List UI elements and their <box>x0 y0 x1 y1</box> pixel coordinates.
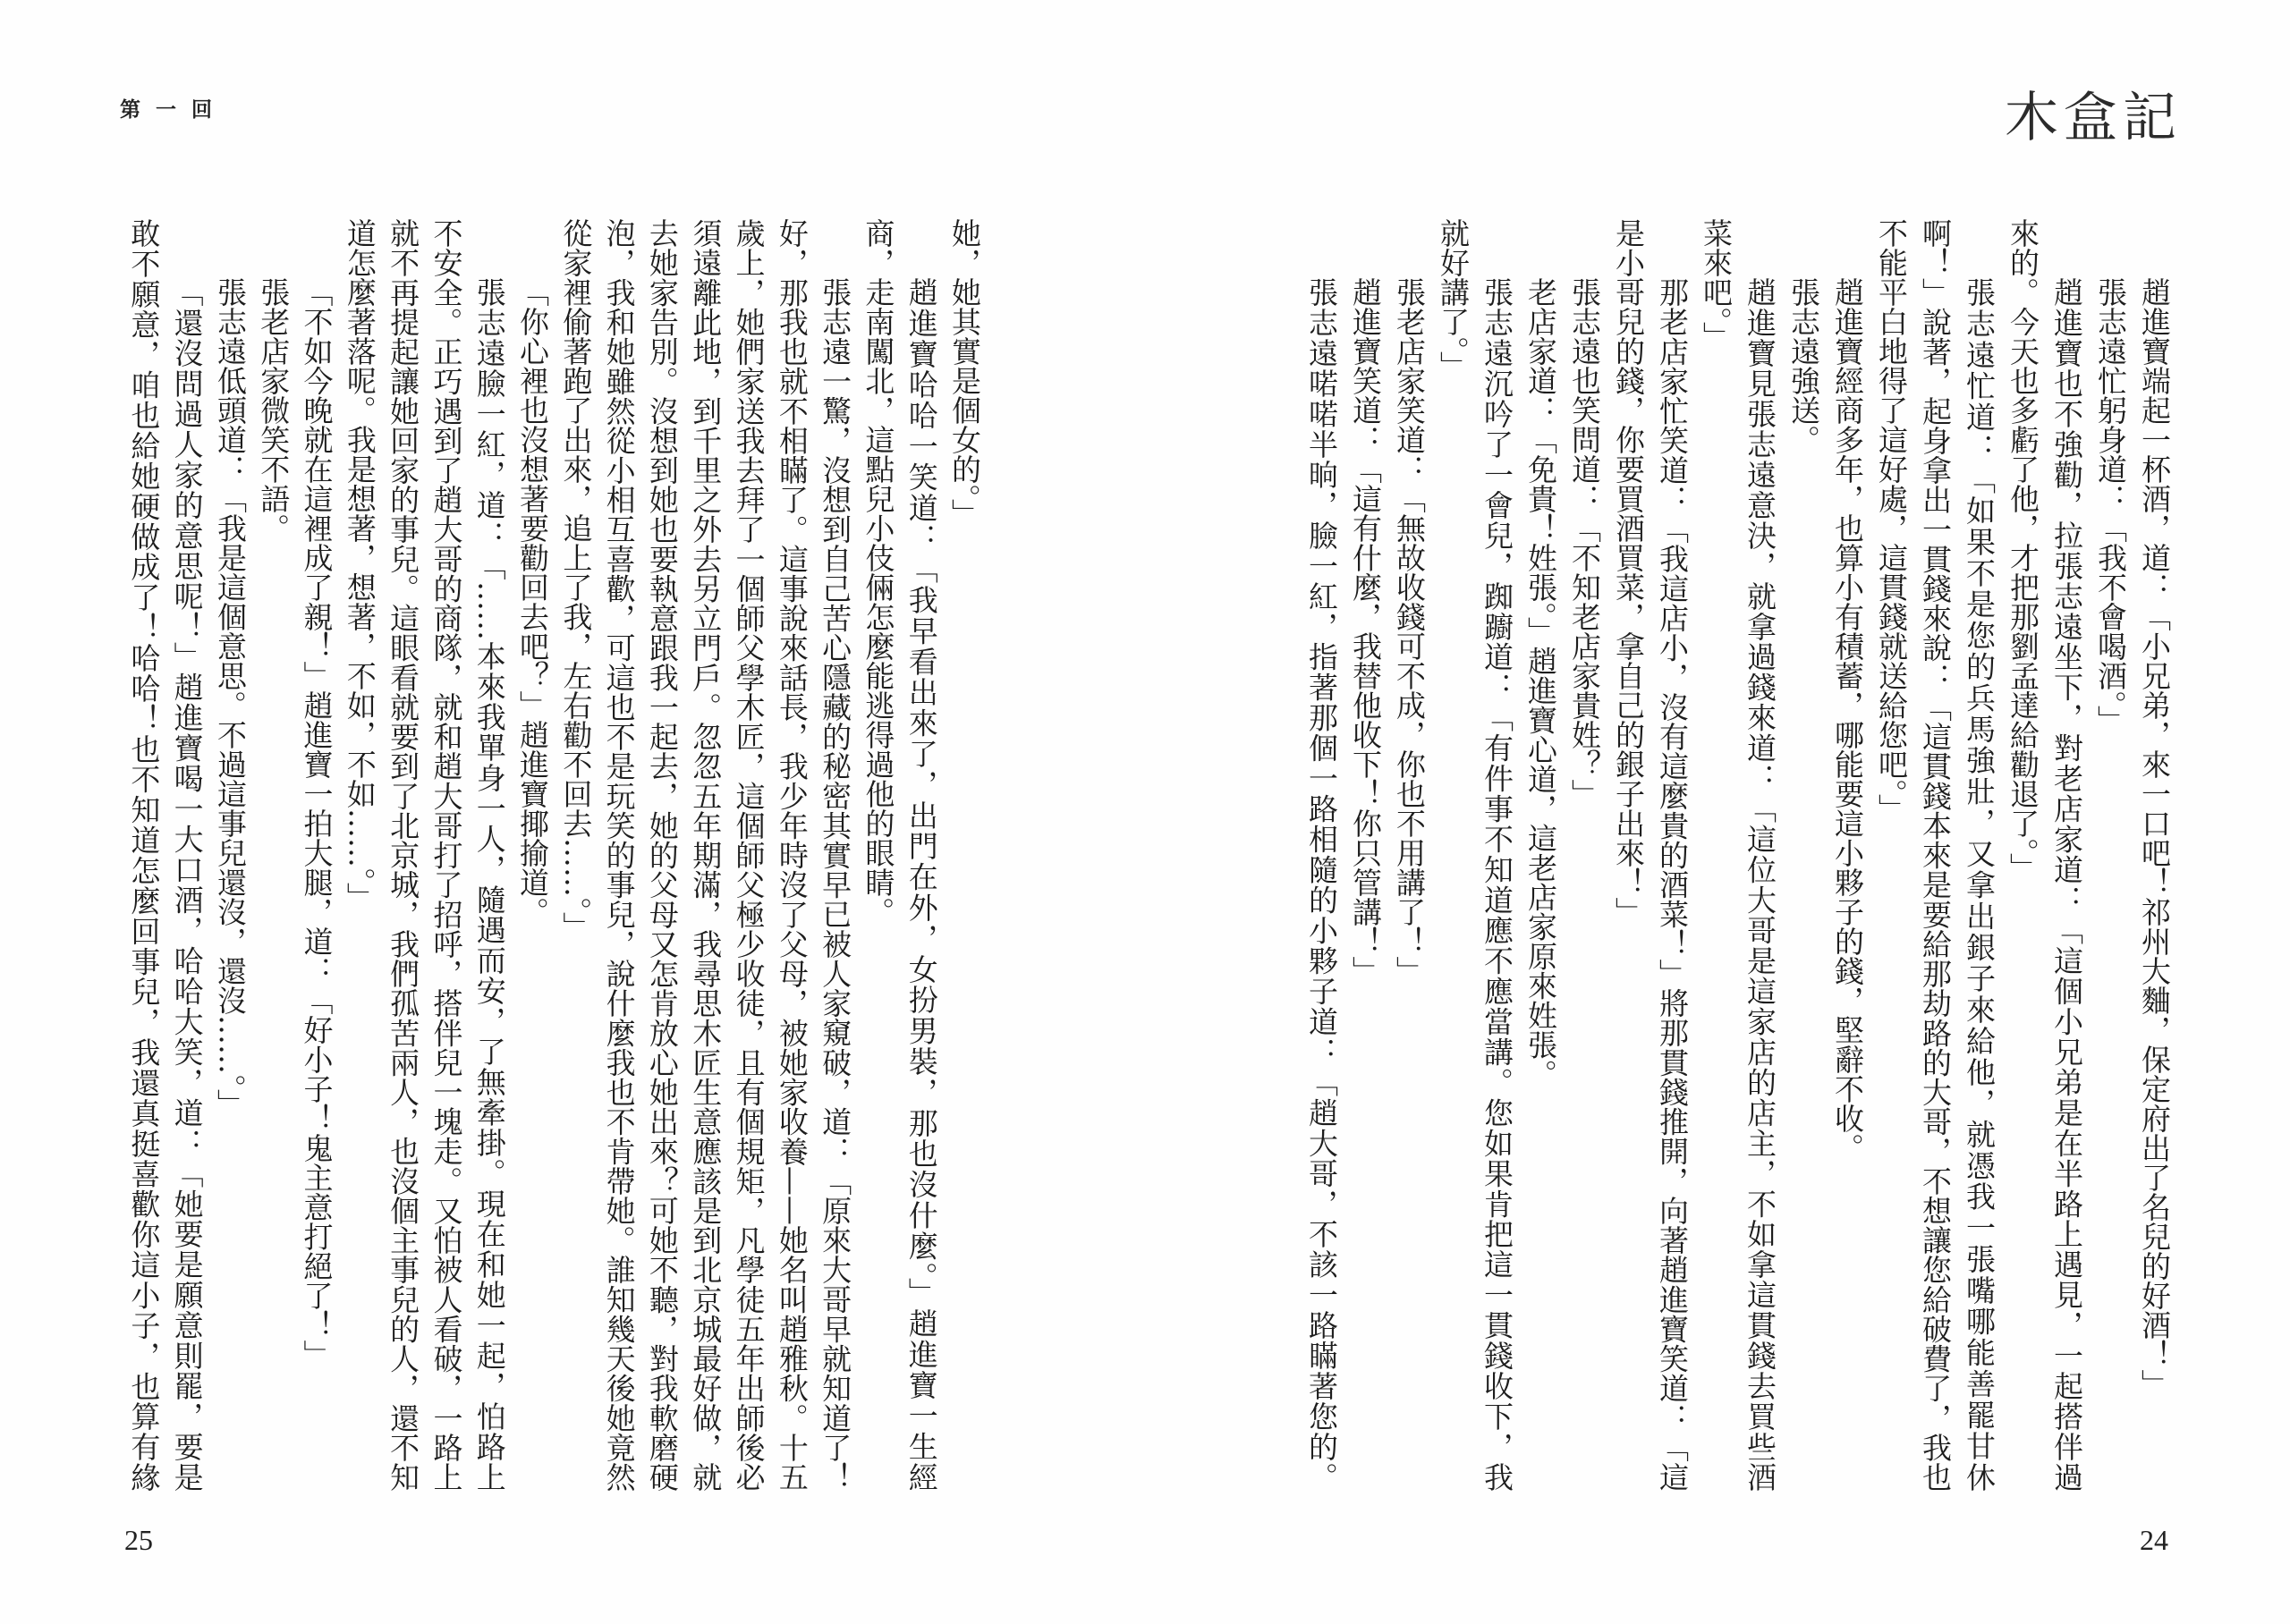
text-column: 趙進寶經商多年，也算小有積蓄，哪能要這小夥子的錢，堅辭不收。 <box>1830 277 1865 1163</box>
text-column: 啊！」說著，起身拿出一貫錢來說：「這貫錢本來是要給那劫路的大哥，不想讓您給破費了，我也 <box>1918 218 1953 1492</box>
text-column: 張志遠喏喏半晌，臉一紅，指著那個一路相隨的小夥子道：「趙大哥，不該一路瞞著您的。 <box>1304 277 1339 1492</box>
page-left-text <box>126 218 982 1492</box>
text-column: 「還沒問過人家的意思呢！」趙進寶喝一大口酒，哈哈大笑，道：「她要是願意則罷，要是 <box>169 277 205 1492</box>
text-column: 張志遠一驚，沒想到自己苦心隱藏的秘密其實早已被人家窺破，道：「原來大哥早就知道了！ <box>818 277 853 1492</box>
text-column: 那老店家忙笑道：「我這店小，沒有這麼貴的酒菜！」將那貫錢推開，向著趙進寶笑道：「這 <box>1655 277 1690 1492</box>
text-column: 張志遠也笑問道：「不知老店家貴姓？」 <box>1567 277 1602 808</box>
text-column: 商，走南闖北，這點兒小伎倆怎麼能逃得過他的眼睛。 <box>861 218 896 926</box>
page-number-right: 24 <box>2140 1524 2168 1556</box>
page-right-text <box>1304 218 2172 1492</box>
running-head-chapter: 第一回 <box>120 97 227 122</box>
text-column: 不安全。正巧遇到了趙大哥的商隊，就和趙大哥打了招呼，搭伴兒一塊走。又怕被人看破，一路上 <box>428 218 464 1492</box>
text-column: 老店家道：「免貴！姓張。」趙進寶心道，這老店家原來姓張。 <box>1523 277 1558 1089</box>
text-column: 趙進寶笑道：「這有什麼，我替他收下！你只管講！」 <box>1348 277 1383 985</box>
text-column: 她，她其實是個女的。」 <box>947 218 982 529</box>
running-head-book-title: 木盒記 <box>2005 87 2182 149</box>
text-column: 趙進寶見張志遠意決，就拿過錢來道：「這位大哥是這家店的店主，不如拿這貫錢去買些酒 <box>1743 277 1777 1492</box>
page-number-left: 25 <box>124 1524 153 1556</box>
text-column: 就不再提起讓她回家的事兒。這眼看就要到了北京城，我們孤苦兩人，也沒個主事兒的人，還不知 <box>386 218 421 1492</box>
text-column: 歲上，她們家送我去拜了一個師父學木匠，這個師父極少收徒，且有個規矩，凡學徒五年出師後必 <box>731 218 767 1492</box>
text-column: 好，那我也就不相瞞了。這事說來話長，我少年時沒了父母，被她家收養——她名叫趙雅秋。十五 <box>774 218 810 1492</box>
text-column: 道怎麼著落呢。我是想著，想著，不如，不如……。」 <box>342 218 377 912</box>
text-column: 張老店家笑道：「無故收錢可不成，你也不用講了！」 <box>1392 277 1427 985</box>
text-column: 張志遠低頭道：「我是這個意思。不過這事兒還沒，還沒……。」 <box>212 277 248 1119</box>
text-column: 敢不願意，咱也給她硬做成了！哈哈！也不知道怎麼回事兒，我還真挺喜歡你這小子，也算有緣 <box>126 218 162 1492</box>
text-column: 趙進寶端起一杯酒，道：「小兄弟，來一口吧！祁州大麯，保定府出了名兒的好酒！」 <box>2137 277 2172 1399</box>
text-column: 張志遠強送。 <box>1786 277 1821 454</box>
text-column: 須遠離此地，到千里之外去另立門戶。忽忽五年期滿，我尋思木匠生意應該是到北京城最好做，就 <box>688 218 724 1492</box>
text-column: 泡，我和她雖然從小相互喜歡，可這也不是玩笑的事兒，說什麼我也不肯帶她。誰知幾天後她竟然 <box>601 218 637 1492</box>
text-column: 去她家告別。沒想到她也要執意跟我一起去，她的父母又怎肯放心她出來？可她不聽，對我軟磨硬 <box>644 218 680 1492</box>
text-column: 從家裡偷著跑了出來，追上了我，左右勸不回去……。」 <box>558 218 594 942</box>
text-column: 就好講了。」 <box>1436 218 1471 381</box>
text-column: 張志遠沉吟了一會兒，踟躕道：「有件事不知道應不應當講。您如果肯把這一貫錢收下，我 <box>1480 277 1514 1492</box>
text-column: 是小哥兒的錢，你要買酒買菜，拿自己的銀子出來！」 <box>1611 218 1646 926</box>
text-column: 張志遠忙道：「如果不是您的兵馬強壯，又拿出銀子來給他，就憑我一張嘴哪能善罷甘休 <box>1962 277 1997 1492</box>
text-column: 趙進寶哈哈一笑道：「我早看出來了，出門在外，女扮男裝，那也沒什麼。」趙進寶一生經 <box>903 277 939 1492</box>
text-column: 來的。今天也多虧了他，才把那劉孟達給勸退了。」 <box>2006 218 2040 883</box>
text-column: 「你心裡也沒想著要勸回去吧？」趙進寶揶揄道。 <box>515 277 551 926</box>
text-column: 菜來吧。」 <box>1699 218 1734 351</box>
text-column: 「不如今晚就在這裡成了親！」趙進寶一拍大腿，道：「好小子！鬼主意打絕了！」 <box>299 277 335 1369</box>
text-column: 張志遠臉一紅，道：「……本來我單身一人，隨遇而安，了無牽掛。現在和她一起，怕路上 <box>471 277 507 1492</box>
text-column: 張志遠忙躬身道：「我不會喝酒。」 <box>2093 277 2128 735</box>
text-column: 張老店家微笑不語。 <box>256 277 292 543</box>
text-column: 不能平白地得了這好處，這貫錢就送給您吧。」 <box>1874 218 1909 824</box>
text-column: 趙進寶也不強勸，拉張志遠坐下，對老店家道：「這個小兄弟是在半路上遇見，一起搭伴過 <box>2049 277 2084 1492</box>
